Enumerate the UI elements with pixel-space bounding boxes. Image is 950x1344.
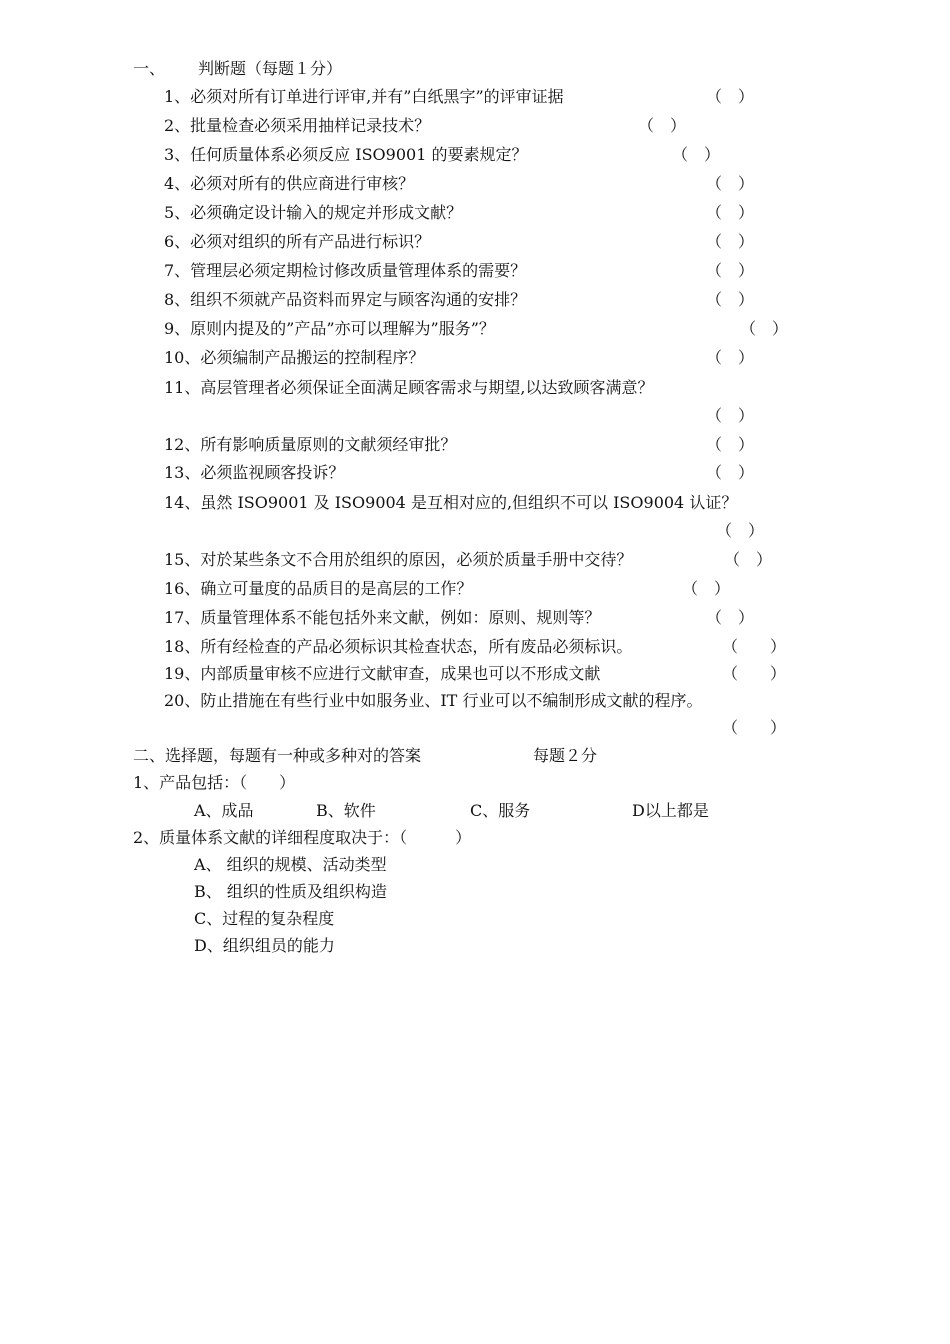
answer-blank: （ ） (706, 463, 755, 482)
answer-blank: （ ） (706, 203, 755, 222)
question-text: 3、任何质量体系必须反应 ISO9001 的要素规定？ (164, 145, 528, 164)
question-text: 12、所有影响质量原则的文献须经审批？ (164, 435, 457, 454)
option-d: D、组织组员的能力 (194, 936, 335, 955)
answer-blank: （ ） (706, 406, 755, 425)
question-text: 10、必须编制产品搬运的控制程序？ (164, 348, 425, 367)
answer-blank: （ ） (716, 521, 765, 540)
option-a: A、 组织的规模、活动类型 (194, 855, 387, 874)
question-text: 9、原则内提及的”产品”亦可以理解为”服务”？ (164, 319, 495, 338)
answer-blank: （ ） (706, 435, 755, 454)
answer-blank: （ ） (722, 637, 787, 656)
answer-blank: （ ） (706, 290, 755, 309)
question-text: 15、对於某些条文不合用於组织的原因，必须於质量手册中交待？ (164, 550, 633, 569)
question-text: 2、批量检查必须采用抽样记录技术？ (164, 116, 431, 135)
answer-blank: （ ） (722, 664, 787, 683)
option-c: C、服务 (470, 801, 531, 820)
question-text: 13、必须监视顾客投诉？ (164, 463, 345, 482)
answer-blank: （ ） (740, 319, 789, 338)
answer-blank: （ ） (682, 579, 731, 598)
section2-title: 二、选择题，每题有一种或多种对的答案 (133, 746, 422, 765)
answer-blank: （ ） (706, 174, 755, 193)
question-text: 17、质量管理体系不能包括外来文献，例如：原则、规则等？ (164, 608, 601, 627)
question-text: 11、高层管理者必须保证全面满足顾客需求与期望,以达致顾客满意？ (164, 378, 654, 397)
question-text: 5、必须确定设计输入的规定并形成文献？ (164, 203, 463, 222)
section1-title: 判断题（每题１分） (198, 59, 343, 78)
answer-blank: （ ） (706, 232, 755, 251)
answer-blank: （ ） (706, 261, 755, 280)
option-c: C、过程的复杂程度 (194, 909, 335, 928)
option-b: B、软件 (316, 801, 376, 820)
answer-blank: （ ） (706, 608, 755, 627)
question-text: 20、防止措施在有些行业中如服务业、IT 行业可以不编制形成文献的程序。 (164, 691, 703, 710)
answer-blank: （ ） (706, 87, 755, 106)
question-text: 19、内部质量审核不应进行文献审查，成果也可以不形成文献 (164, 664, 601, 683)
question-text: 6、必须对组织的所有产品进行标识？ (164, 232, 431, 251)
question-stem: 1、产品包括：（ ） (133, 773, 296, 792)
question-text: 16、确立可量度的品质目的是高层的工作？ (164, 579, 473, 598)
answer-blank: （ ） (722, 718, 787, 737)
question-stem: 2、质量体系文献的详细程度取决于：（ ） (133, 828, 472, 847)
option-d: D以上都是 (632, 801, 709, 820)
question-text: 8、组织不须就产品资料而界定与顾客沟通的安排？ (164, 290, 527, 309)
question-text: 4、必须对所有的供应商进行审核？ (164, 174, 415, 193)
question-text: 18、所有经检查的产品必须标识其检查状态，所有废品必须标识。 (164, 637, 633, 656)
option-a: A、成品 (194, 801, 254, 820)
question-text: 1、必须对所有订单进行评审,并有”白纸黑字”的评审证据 (164, 87, 564, 106)
question-text: 14、虽然 ISO9001 及 ISO9004 是互相对应的,但组织不可以 ISO9004 认证？ (164, 493, 738, 512)
option-b: B、 组织的性质及组织构造 (194, 882, 387, 901)
answer-blank: （ ） (724, 550, 773, 569)
section2-score: 每题２分 (533, 746, 598, 765)
section1-number: 一、 (133, 59, 166, 78)
answer-blank: （ ） (672, 145, 721, 164)
question-text: 7、管理层必须定期检讨修改质量管理体系的需要？ (164, 261, 527, 280)
answer-blank: （ ） (706, 348, 755, 367)
answer-blank: （ ） (638, 116, 687, 135)
